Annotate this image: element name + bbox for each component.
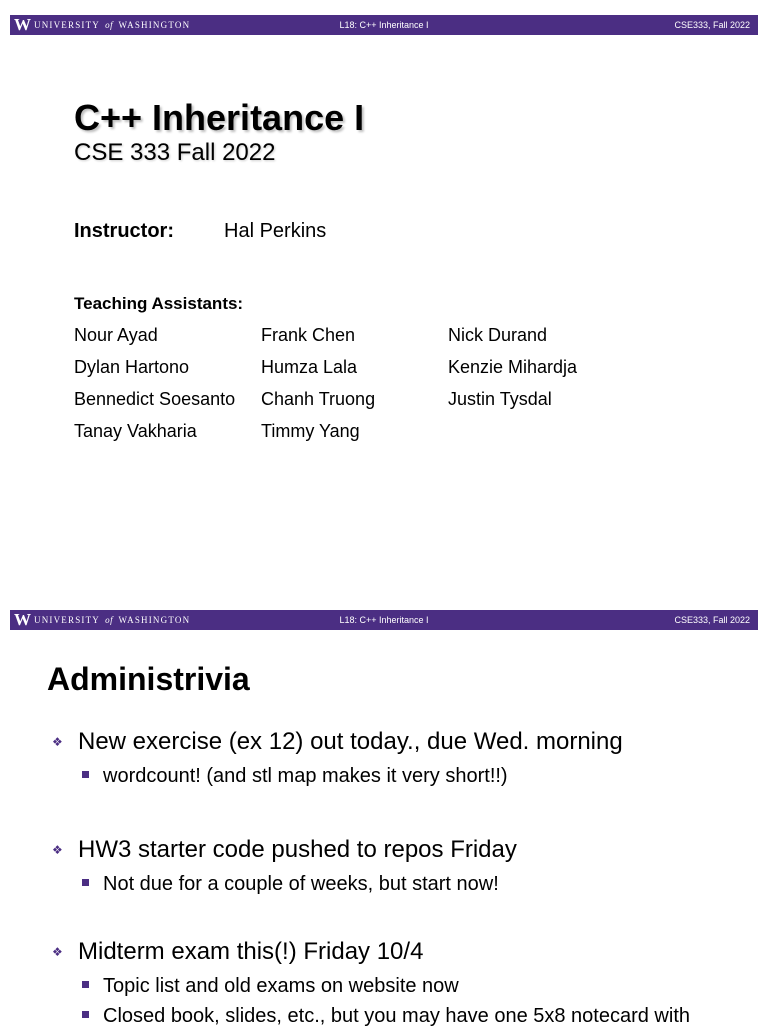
bullet-level1: ❖ Midterm exam this(!) Friday 10/4: [52, 936, 690, 971]
ta-name: Nour Ayad: [74, 325, 158, 345]
lecture-label: L18: C++ Inheritance I: [339, 20, 429, 30]
square-bullet-icon: [82, 1011, 89, 1018]
course-label: CSE333, Fall 2022: [674, 615, 750, 625]
ta-name: Dylan Hartono: [74, 357, 190, 377]
ta-name: Chanh Truong: [261, 389, 376, 409]
slide-title: Administrivia: [47, 661, 250, 697]
lecture-label: L18: C++ Inheritance I: [339, 615, 429, 625]
ta-name: Humza Lala: [261, 357, 358, 377]
ta-name: Justin Tysdal: [448, 389, 552, 409]
instructor-label: Instructor:: [74, 220, 174, 242]
ta-name: Bennedict Soesanto: [74, 389, 236, 409]
ta-name: Nick Durand: [448, 325, 548, 345]
diamond-bullet-icon: ❖: [52, 735, 63, 749]
uw-w-mark: W: [14, 610, 30, 629]
bullet-level1: ❖ HW3 starter code pushed to repos Friday: [52, 834, 517, 869]
ta-heading: Teaching Assistants:: [74, 294, 244, 313]
bullet-item: [52, 936, 690, 1031]
bullet-item: [52, 834, 517, 899]
ta-name: Frank Chen: [261, 325, 356, 345]
slide-header: [10, 610, 758, 630]
bullet-level2: Topic list and old exams on website now: [82, 971, 690, 1001]
course-label: CSE333, Fall 2022: [674, 20, 750, 30]
uw-wordmark: UNIVERSITY of WASHINGTON: [34, 615, 191, 625]
ta-list: [74, 319, 635, 447]
slide-header: [10, 15, 758, 35]
slide-title: C++ Inheritance I: [74, 97, 365, 138]
bullet-level1: ❖ New exercise (ex 12) out today., due Wed. morning: [52, 726, 623, 761]
square-bullet-icon: [82, 879, 89, 886]
instructor-row: [74, 217, 326, 245]
square-bullet-icon: [82, 771, 89, 778]
bullet-level2: Closed book, slides, etc., but you may have one 5x8 notecard with: [82, 1001, 690, 1031]
ta-name: Timmy Yang: [261, 421, 360, 441]
bullet-level2: Not due for a couple of weeks, but start now!: [82, 869, 517, 899]
uw-w-mark: W: [14, 15, 30, 34]
ta-name: Kenzie Mihardja: [448, 357, 578, 377]
uw-wordmark: UNIVERSITY of WASHINGTON: [34, 20, 191, 30]
diamond-bullet-icon: ❖: [52, 945, 63, 959]
ta-name: Tanay Vakharia: [74, 421, 197, 441]
bullet-level2: wordcount! (and stl map makes it very short!!): [82, 761, 623, 791]
instructor-name: Hal Perkins: [224, 220, 327, 242]
slide-subtitle: CSE 333 Fall 2022: [74, 139, 276, 166]
square-bullet-icon: [82, 981, 89, 988]
bullet-item: [52, 726, 623, 791]
diamond-bullet-icon: ❖: [52, 843, 63, 857]
